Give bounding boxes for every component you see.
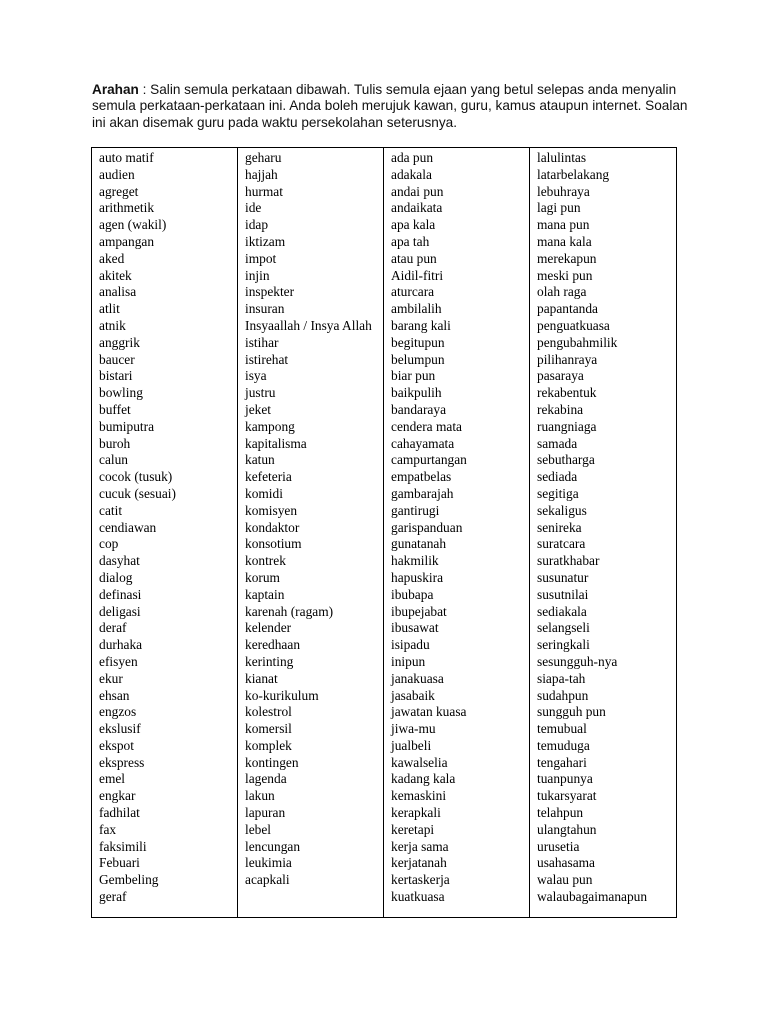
word-item: cahayamata (391, 435, 455, 451)
word-item: segitiga (537, 485, 579, 501)
word-item: adakala (391, 166, 432, 182)
word-item: bumiputra (99, 418, 155, 434)
word-item: hajjah (245, 166, 278, 182)
word-item: rekabina (537, 401, 584, 417)
word-item: barang kali (391, 317, 451, 333)
word-item: garispanduan (391, 519, 463, 535)
word-item: inspekter (245, 284, 295, 300)
word-item: agen (wakil) (99, 217, 167, 233)
word-item: cucuk (sesuai) (99, 485, 176, 501)
word-column-1 (92, 148, 238, 917)
word-item: hapuskira (391, 569, 444, 585)
word-item: apa kala (391, 217, 436, 233)
word-item: biar pun (391, 368, 436, 384)
word-item: keretapi (391, 821, 435, 837)
word-item: injin (245, 267, 270, 283)
word-item: susunatur (537, 569, 589, 585)
word-item: sebutharga (537, 452, 595, 468)
word-item: jawatan kuasa (391, 704, 467, 720)
word-item: konsotium (245, 536, 302, 552)
word-item: kelender (245, 620, 292, 636)
word-item: isya (245, 368, 267, 384)
word-item: jeket (245, 401, 272, 417)
word-item: efisyen (99, 653, 138, 669)
word-item: meski pun (537, 267, 593, 283)
word-item: ekur (99, 670, 123, 686)
word-item: isipadu (391, 637, 430, 653)
word-item: akitek (99, 267, 132, 283)
word-item: gambarajah (391, 485, 454, 501)
word-item: katun (245, 452, 275, 468)
word-item: ambilalih (391, 301, 442, 317)
word-item: istirehat (245, 351, 289, 367)
word-item: bandaraya (391, 401, 447, 417)
word-item: belumpun (391, 351, 445, 367)
word-item: korum (245, 569, 280, 585)
word-item: lalulintas (537, 150, 587, 165)
word-item: pasaraya (537, 368, 584, 384)
word-item: penguatkuasa (537, 317, 610, 333)
word-item: engzos (99, 704, 137, 720)
word-item: ibusawat (391, 620, 439, 636)
word-item: pilihanraya (537, 351, 598, 367)
word-item: aked (99, 250, 125, 266)
word-item: ekspot (99, 737, 134, 753)
word-item: lencungan (245, 838, 301, 854)
word-item: kerinting (245, 653, 294, 669)
word-item: aturcara (391, 284, 435, 300)
word-item: suratkhabar (537, 553, 600, 569)
word-item: lagi pun (537, 200, 581, 216)
word-column-2 (238, 148, 384, 917)
word-item: anggrik (99, 334, 140, 350)
word-item: sediakala (537, 603, 587, 619)
word-item: hurmat (245, 183, 283, 199)
word-item: ekslusif (99, 721, 141, 737)
word-item: temubual (537, 721, 587, 737)
word-item: geharu (245, 150, 282, 165)
word-item: istihar (245, 334, 279, 350)
word-item: gantirugi (391, 502, 440, 518)
word-item: olah raga (537, 284, 587, 300)
word-item: durhaka (99, 637, 143, 653)
word-item: latarbelakang (537, 166, 610, 182)
word-item: justru (245, 385, 276, 401)
word-item: jualbeli (391, 737, 432, 753)
word-item: insuran (245, 301, 285, 317)
word-item: kolestrol (245, 704, 292, 720)
word-item: cop (99, 536, 119, 552)
word-item: tengahari (537, 754, 587, 770)
word-item: telahpun (537, 805, 584, 821)
word-item: Febuari (99, 855, 140, 871)
word-item: siapa-tah (537, 670, 586, 686)
word-item: kadang kala (391, 771, 456, 787)
word-item: seringkali (537, 637, 590, 653)
word-item: lebuhraya (537, 183, 590, 199)
word-item: sungguh pun (537, 704, 606, 720)
word-item: keredhaan (245, 637, 301, 653)
word-item: engkar (99, 788, 136, 804)
word-item: fax (99, 821, 117, 837)
word-item: cendiawan (99, 519, 157, 535)
word-item: jiwa-mu (391, 721, 436, 737)
word-item: gunatanah (391, 536, 447, 552)
word-item: buroh (99, 435, 131, 451)
word-item: ekspress (99, 754, 145, 770)
word-item: ibupejabat (391, 603, 447, 619)
word-item: kuatkuasa (391, 889, 445, 905)
word-item: kampong (245, 418, 295, 434)
word-item: bowling (99, 385, 143, 401)
word-item: deraf (99, 620, 127, 636)
word-item: ide (245, 200, 262, 216)
word-item: lapuran (245, 805, 286, 821)
word-item: analisa (99, 284, 137, 300)
word-item: lagenda (245, 771, 287, 787)
word-item: pengubahmilik (537, 334, 618, 350)
word-item: kerjatanah (391, 855, 447, 871)
word-item: komersil (245, 721, 292, 737)
word-item: papantanda (537, 301, 598, 317)
word-item: agreget (99, 183, 139, 199)
word-item: ruangniaga (537, 418, 597, 434)
word-item: andaikata (391, 200, 443, 216)
word-item: samada (537, 435, 578, 451)
word-item: lebel (245, 821, 272, 837)
word-item: fadhilat (99, 805, 140, 821)
word-item: lakun (245, 788, 275, 804)
word-item: impot (245, 250, 277, 266)
word-item: merekapun (537, 250, 597, 266)
word-item: kerapkali (391, 805, 441, 821)
word-item: emel (99, 771, 126, 787)
word-item: komplek (245, 737, 292, 753)
word-item: kianat (245, 670, 278, 686)
word-item: calun (99, 452, 128, 468)
word-item: sediada (537, 469, 578, 485)
word-item: inipun (391, 653, 426, 669)
word-item: selangseli (537, 620, 590, 636)
word-item: walau pun (537, 872, 593, 888)
word-item: kondaktor (245, 519, 300, 535)
word-item: mana kala (537, 233, 592, 249)
word-item: buffet (99, 401, 131, 417)
word-item: cocok (tusuk) (99, 469, 173, 485)
word-item: ko-kurikulum (245, 687, 319, 703)
word-item: definasi (99, 586, 142, 602)
word-item: rekabentuk (537, 385, 597, 401)
word-item: susutnilai (537, 586, 589, 602)
word-item: ampangan (99, 233, 155, 249)
word-item: kawalselia (391, 754, 448, 770)
word-item: komidi (245, 485, 283, 501)
word-item: atlit (99, 301, 120, 317)
word-item: iktizam (245, 233, 286, 249)
word-item: leukimia (245, 855, 292, 871)
word-item: temuduga (537, 737, 590, 753)
word-item: kapitalisma (245, 435, 307, 451)
word-item: kontrek (245, 553, 286, 569)
word-item: suratcara (537, 536, 586, 552)
word-item: ibubapa (391, 586, 434, 602)
word-item: atau pun (391, 250, 437, 266)
word-item: komisyen (245, 502, 298, 518)
word-item: Gembeling (99, 872, 159, 888)
word-item: sesungguh-nya (537, 653, 618, 669)
word-item: kertaskerja (391, 872, 450, 888)
word-item: ada pun (391, 150, 434, 165)
word-item: walaubagaimanapun (537, 889, 648, 905)
word-item: karenah (ragam) (245, 603, 334, 619)
word-item: ulangtahun (537, 821, 597, 837)
word-item: faksimili (99, 838, 147, 854)
word-item: tuanpunya (537, 771, 593, 787)
word-item: kontingen (245, 754, 299, 770)
word-item: deligasi (99, 603, 141, 619)
word-item: jasabaik (391, 687, 435, 703)
word-table (91, 147, 677, 918)
word-item: atnik (99, 317, 126, 333)
word-item: usahasama (537, 855, 596, 871)
word-item: cendera mata (391, 418, 462, 434)
word-item: auto matif (99, 150, 154, 165)
word-item: arithmetik (99, 200, 155, 216)
word-item: kemaskini (391, 788, 447, 804)
word-item: sudahpun (537, 687, 589, 703)
word-column-4 (530, 148, 676, 917)
word-item: campurtangan (391, 452, 467, 468)
word-item: catit (99, 502, 123, 518)
word-item: empatbelas (391, 469, 452, 485)
word-item: kefeteria (245, 469, 292, 485)
instructions-paragraph (92, 82, 692, 131)
word-item: baucer (99, 351, 135, 367)
instructions-text: : Salin semula perkataan dibawah. Tulis semula ejaan yang betul selepas anda menyalin semula perkataan-perkataan ini. Anda boleh merujuk kawan, guru, kamus ataupun internet. Soalan ini akan disemak guru pada waktu persekolahan seterusnya. (92, 82, 688, 130)
word-item: andai pun (391, 183, 444, 199)
word-item: Insyaallah / Insya Allah (245, 317, 372, 333)
word-item: begitupun (391, 334, 445, 350)
instructions-lead: Arahan (92, 82, 139, 97)
word-item: sekaligus (537, 502, 587, 518)
word-item: baikpulih (391, 385, 442, 401)
word-item: senireka (537, 519, 582, 535)
word-item: idap (245, 217, 269, 233)
word-item: bistari (99, 368, 133, 384)
word-item: ehsan (99, 687, 130, 703)
word-item: hakmilik (391, 553, 439, 569)
word-item: tukarsyarat (537, 788, 597, 804)
word-item: geraf (99, 889, 127, 905)
word-item: Aidil-fitri (391, 267, 444, 283)
word-item: kaptain (245, 586, 285, 602)
word-item: dialog (99, 569, 133, 585)
word-item: urusetia (537, 838, 580, 854)
word-item: acapkali (245, 872, 290, 888)
word-item: apa tah (391, 233, 430, 249)
word-item: kerja sama (391, 838, 449, 854)
word-item: dasyhat (99, 553, 140, 569)
word-column-3 (384, 148, 530, 917)
word-item: janakuasa (391, 670, 444, 686)
word-item: audien (99, 166, 135, 182)
word-item: mana pun (537, 217, 590, 233)
